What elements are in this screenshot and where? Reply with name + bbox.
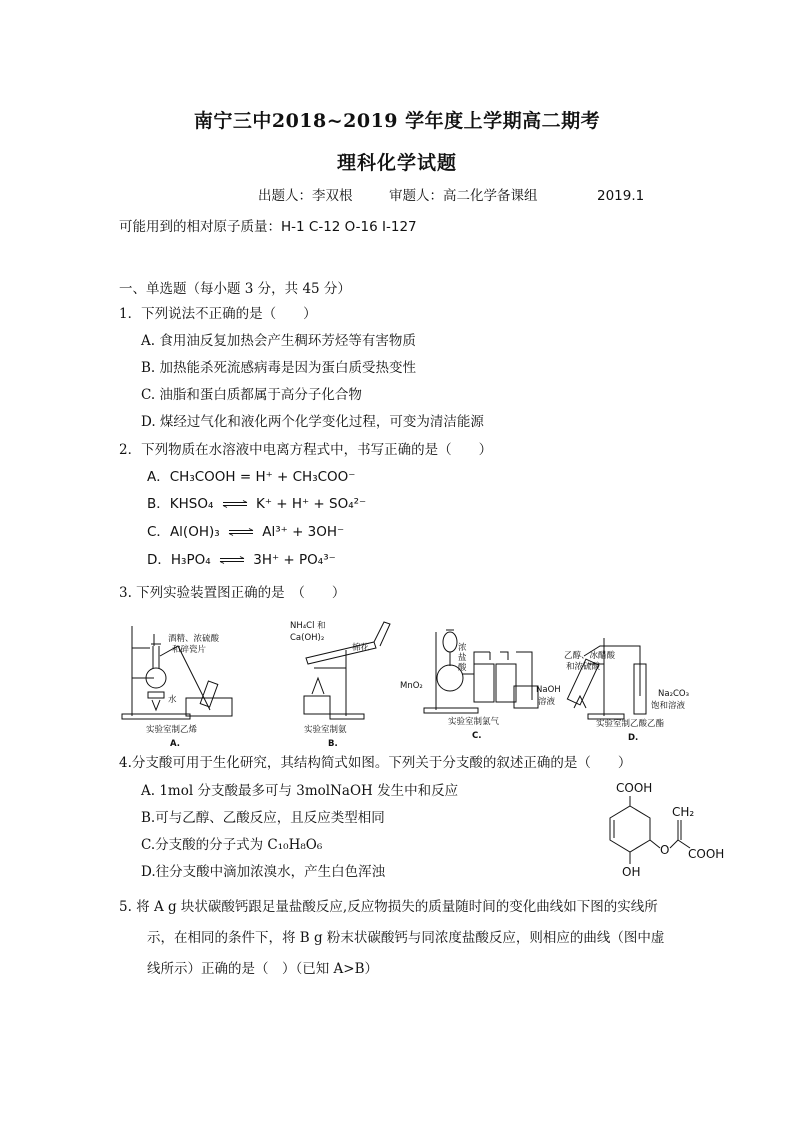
author-label: 出题人：李双根 (258, 188, 353, 204)
equilibrium-arrow-icon (222, 500, 248, 508)
fig-d-na2co3-2: 饱和溶液 (651, 701, 686, 711)
fig-b-cotton: 棉花 (352, 643, 370, 653)
q4-option-c: C.分支酸的分子式为 C₁₀H₈O₆ (141, 837, 323, 853)
exam-title: 南宁三中2018~2019 学年度上学期高二期考 (193, 110, 601, 132)
q2-b-label: B． (147, 496, 170, 512)
fig-c-caption: 实验室制氯气 (448, 717, 500, 727)
q2-c-label: C． (147, 524, 170, 540)
fig-c-naoh2: 溶液 (538, 697, 556, 707)
q1-option-d: D. 煤经过气化和液化两个化学变化过程，可变为清洁能源 (141, 414, 484, 430)
q2-stem: 2．下列物质在水溶液中电离方程式中，书写正确的是（ ） (119, 442, 493, 458)
fig-b-caption: 实验室制氨 (304, 725, 347, 735)
q4-option-a: A. 1mol 分支酸最多可与 3molNaOH 发生中和反应 (141, 783, 459, 799)
q2-c-lhs: Al(OH)₃ (169, 524, 220, 540)
struct-oh: OH (622, 865, 641, 879)
q4-option-b: B.可与乙醇、乙酸反应，且反应类型相同 (141, 810, 385, 826)
fig-c-mno2: MnO₂ (400, 681, 423, 691)
q2-a-label: A． (147, 469, 170, 485)
fig-c-acid1: 浓 (458, 643, 467, 653)
q2-option-c (147, 524, 344, 540)
struct-ch2: CH₂ (672, 805, 695, 819)
struct-cooh-right: COOH (688, 847, 725, 861)
q1-option-a: A. 食用油反复加热会产生稠环芳烃等有害物质 (141, 333, 416, 349)
exam-subtitle: 理科化学试题 (336, 152, 457, 174)
fig-b-label2: Ca(OH)₂ (290, 633, 325, 643)
q2-option-b (147, 496, 366, 512)
q2-c-rhs: Al³⁺ + 3OH⁻ (262, 524, 345, 540)
fig-a-label2: 和碎瓷片 (172, 645, 207, 655)
section-heading: 一、单选题（每小题 3 分，共 45 分） (119, 281, 351, 297)
q2-d-label: D． (147, 552, 171, 568)
q5-line3: 线所示）正确的是（ ）（已知 A>B） (147, 961, 379, 977)
q4-stem: 4.分支酸可用于生化研究，其结构简式如图。下列关于分支酸的叙述正确的是（ ） (119, 755, 632, 771)
fig-b-letter: B. (328, 739, 338, 749)
q2-a-equation: CH₃COOH = H⁺ + CH₃COO⁻ (169, 469, 356, 485)
equilibrium-arrow-icon (228, 528, 254, 536)
chorismic-acid-structure (584, 776, 734, 886)
apparatus-c (424, 630, 538, 713)
apparatus-figure (118, 616, 690, 751)
q1-stem: 1．下列说法不正确的是（ ） (119, 306, 317, 322)
q2-d-lhs: H₃PO₄ (170, 552, 211, 568)
fig-a-letter: A. (170, 739, 180, 749)
fig-c-acid2: 盐 (458, 653, 467, 663)
struct-cooh-top: COOH (616, 781, 653, 795)
struct-o: O (660, 843, 670, 857)
q1-option-c: C. 油脂和蛋白质都属于高分子化合物 (141, 387, 362, 403)
fig-d-label2: 和浓硫酸 (566, 662, 601, 672)
fig-c-naoh1: NaOH (536, 685, 561, 695)
q5-line2: 示，在相同的条件下，将 B g 粉末状碳酸钙与同浓度盐酸反应，则相应的曲线（图中虚 (147, 930, 665, 946)
fig-d-letter: D. (628, 733, 639, 743)
fig-d-caption: 实验室制乙酸乙酯 (596, 719, 665, 729)
fig-a-label1: 酒精、浓硫酸 (168, 634, 220, 644)
q2-b-lhs: KHSO₄ (169, 496, 214, 512)
reviewer-label: 审题人：高二化学备课组 (389, 188, 538, 204)
q2-d-rhs: 3H⁺ + PO₄³⁻ (253, 552, 336, 568)
q4-option-d: D.往分支酸中滴加浓溴水，产生白色浑浊 (141, 864, 386, 880)
fig-c-acid3: 酸 (458, 663, 467, 673)
q2-option-a (147, 469, 355, 485)
q3-stem: 3. 下列实验装置图正确的是 （ ） (119, 585, 346, 601)
equilibrium-arrow-icon (219, 556, 245, 564)
atomic-masses: 可能用到的相对原子质量：H-1 C-12 O-16 I-127 (119, 219, 417, 235)
q2-option-d (147, 552, 336, 568)
fig-c-letter: C. (472, 731, 482, 741)
fig-d-label1: 乙醇、冰醋酸 (564, 651, 616, 661)
fig-b-label1: NH₄Cl 和 (290, 621, 326, 631)
q5-line1: 5. 将 A g 块状碳酸钙跟足量盐酸反应,反应物损失的质量随时间的变化曲线如下图的实线所 (119, 899, 658, 915)
fig-a-water: 水 (168, 695, 177, 705)
q2-b-rhs: K⁺ + H⁺ + SO₄²⁻ (255, 496, 367, 512)
fig-d-na2co3-1: Na₂CO₃ (658, 689, 690, 699)
q1-option-b: B. 加热能杀死流感病毒是因为蛋白质受热变性 (141, 360, 417, 376)
fig-a-caption: 实验室制乙烯 (146, 725, 198, 735)
exam-date: 2019.1 (597, 188, 645, 204)
